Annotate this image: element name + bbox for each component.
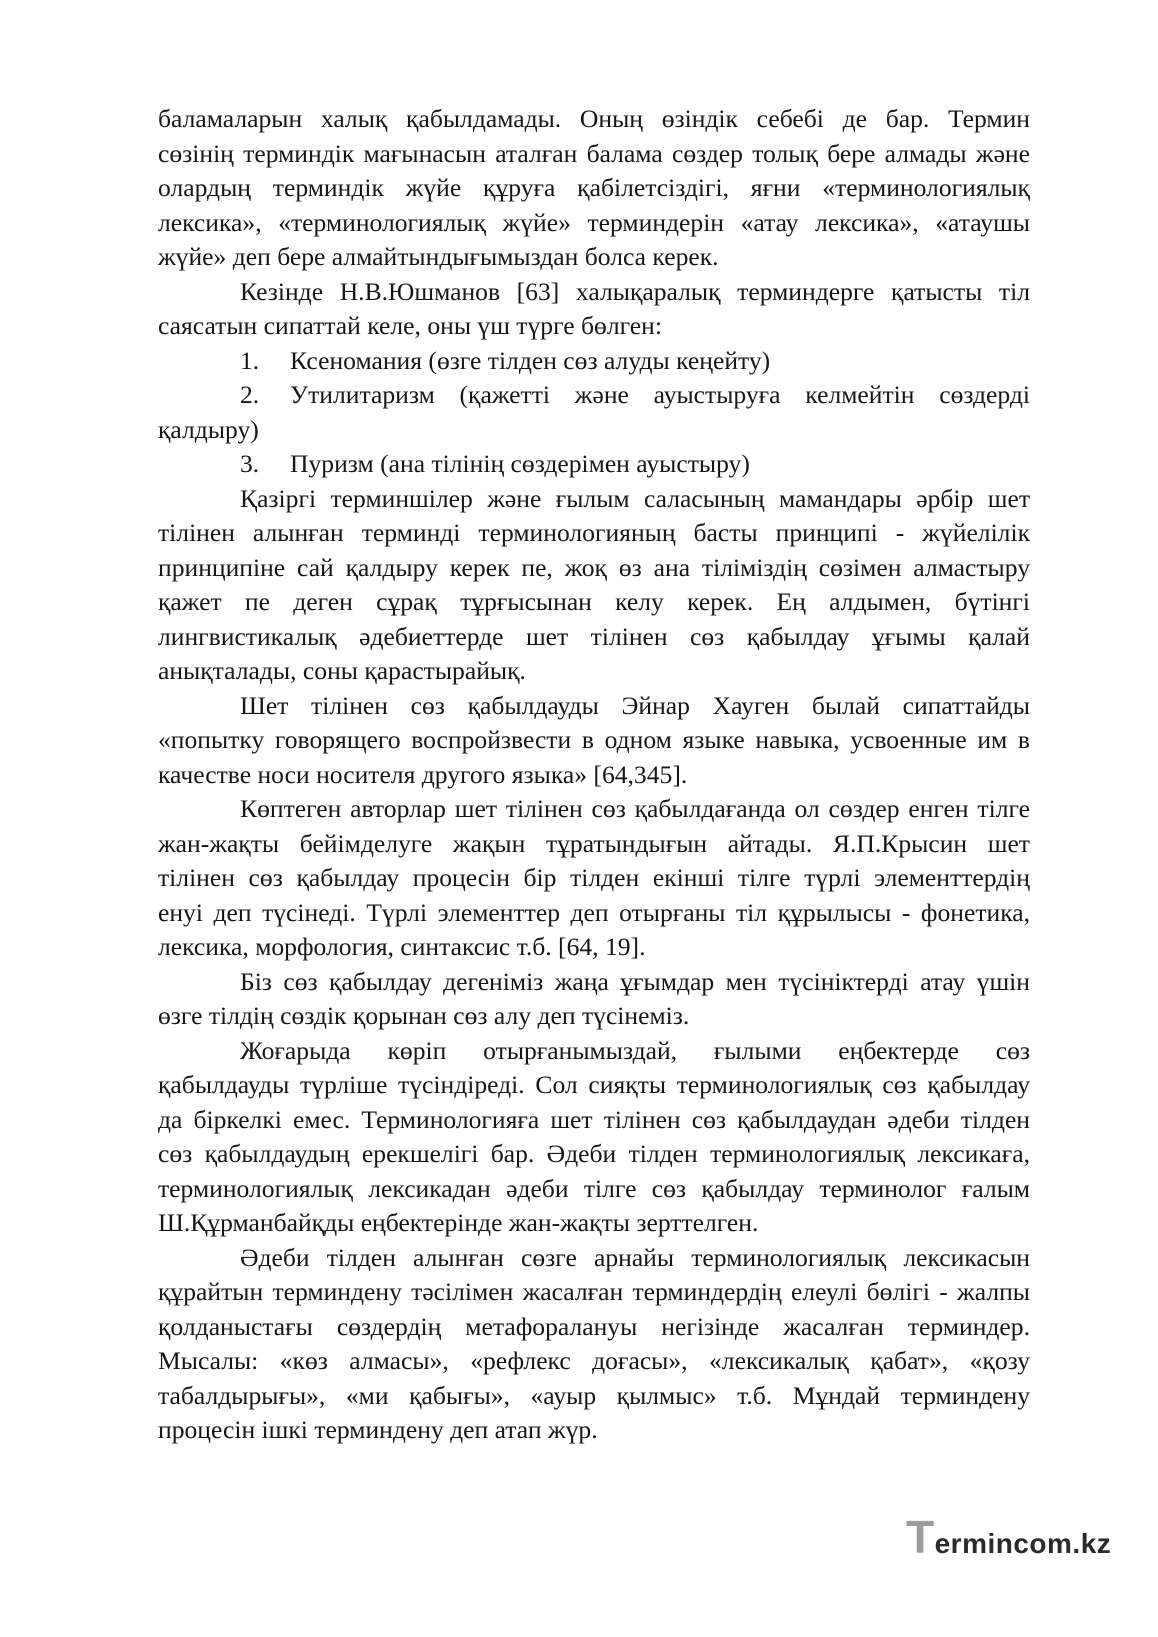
text-line: баламаларын халық қабылдамады. Оның өзіндік себебі де бар. Термин [158,104,1030,133]
text-line: процесін ішкі терминдену деп атап жүр. [158,1415,598,1444]
text-line: качестве носи носителя другого языка» [64,345]. [158,759,688,789]
text-line: «попытку говорящего воспройзвести в одном языке навыка, усвоенные им в [158,725,1030,754]
list-number: 1. [240,345,260,375]
paragraph [158,482,1030,689]
text-line: табалдырығы», «ми қабығы», «ауыр қылмыс» т.б. Мұндай терминдену [158,1380,1030,1410]
text-line: сөз қабылдаудың ерекшелігі бар. Әдеби тілден терминологиялық лексикаға, [158,1139,1030,1168]
text-line: өзге тілдің сөздік қорынан сөз алу деп түсінеміз. [158,1001,690,1030]
document-body [158,102,1030,1448]
text-line [158,447,1030,482]
text-line [158,344,1030,379]
text-line: принципіне сай қалдыру керек пе, жоқ өз ана тіліміздің сөзімен алмастыру [158,552,1030,582]
text-line: Ш.Құрманбайқды еңбектерінде жан-жақты зерттелген. [158,1208,759,1237]
list-item-text: Пуризм (ана тілінің сөздерімен ауыстыру) [290,449,750,478]
text-line: Жоғарыда көріп отырғанымыздай, ғылыми еңбектерде сөз [240,1035,1030,1065]
text-line: Қазіргі терминшілер және ғылым саласының мамандары әрбір шет [240,483,1030,513]
text-line: тілінен алынған терминді терминологияның басты принципі - жүйелілік [158,518,1030,547]
text-line: жүйе» деп бере алмайтындығымыздан болса керек. [158,242,719,271]
list-item-text: Ксеномания (өзге тілден сөз алуды кеңейту) [290,345,771,375]
text-line: құрайтын терминдену тәсілімен жасалған терминдердің елеулі бөлігі - жалпы [158,1277,1030,1306]
list-item [158,447,1030,482]
text-line: саясатын сипаттай келе, оны үш түрге бөлген: [158,311,662,340]
paragraph [158,689,1030,793]
text-line: Көптеген авторлар шет тілінен сөз қабылдағанда ол сөздер енген тілге [240,794,1030,823]
text-line: сөзінің терминдік мағынасын аталған балама сөздер толық бере алмады және [158,138,1030,168]
text-line: қолданыстағы сөздердің метафоралануы негізінде жасалған терминдер. [158,1311,1030,1341]
text-line: да біркелкі емес. Терминологияға шет тілінен сөз қабылдаудан әдеби тілден [158,1104,1030,1134]
paragraph [158,102,1030,275]
watermark-logo: Termincom.kz [906,1511,1112,1563]
text-line: Әдеби тілден алынған сөзге арнайы терминологиялық лексикасын [240,1242,1030,1272]
text-line: лексика», «терминологиялық жүйе» терминдерін «атау лексика», «атаушы [158,207,1030,237]
list-item [158,344,1030,379]
paragraph [158,275,1030,344]
text-line [158,378,1030,413]
text-line: лексика, морфология, синтаксис т.б. [64, 19]. [158,932,646,961]
paragraph [158,1034,1030,1241]
paragraph [158,792,1030,965]
list-number: 2. [240,380,260,409]
list-number: 3. [240,449,260,478]
text-line: қалдыру) [158,414,259,444]
text-line: қажет пе деген сұрақ тұрғысынан келу керек. Ең алдымен, бүтінгі [158,587,1030,616]
text-line: Кезінде Н.В.Юшманов [63] халықаралық терминдерге қатысты тіл [240,276,1030,306]
text-line: Шет тілінен сөз қабылдауды Эйнар Хауген былай сипаттайды [240,690,1030,720]
paragraph [158,1241,1030,1448]
text-line: анықталады, соны қарастырайық. [158,656,526,685]
text-line: олардың терминдік жүйе құруға қабілетсіздігі, яғни «терминологиялық [158,173,1030,202]
text-line: енуі деп түсінеді. Түрлі элементтер деп отырғаны тіл құрылысы - фонетика, [158,897,1030,927]
text-line: лингвистикалық әдебиеттерде шет тілінен сөз қабылдау ұғымы қалай [158,621,1030,651]
paragraph [158,965,1030,1034]
text-line: қабылдауды түрліше түсіндіреді. Сол сияқты терминологиялық сөз қабылдау [158,1070,1030,1099]
text-line: терминологиялық лексикадан әдеби тілге сөз қабылдау терминолог ғалым [158,1173,1030,1203]
list-item [158,378,1030,447]
text-line: жан-жақты бейімделуге жақын тұратындығын айтады. Я.П.Крысин шет [158,828,1030,858]
text-line: Біз сөз қабылдау дегеніміз жаңа ұғымдар мен түсініктерді атау үшін [240,966,1030,996]
text-line: Мысалы: «көз алмасы», «рефлекс доғасы», «лексикалық қабат», «қозу [158,1346,1030,1375]
list-item-text: Утилитаризм (қажетті және ауыстыруға келмейтін сөздерді [290,380,1030,409]
text-line: тілінен сөз қабылдау процесін бір тілден екінші тілге түрлі элементтердің [158,863,1030,892]
